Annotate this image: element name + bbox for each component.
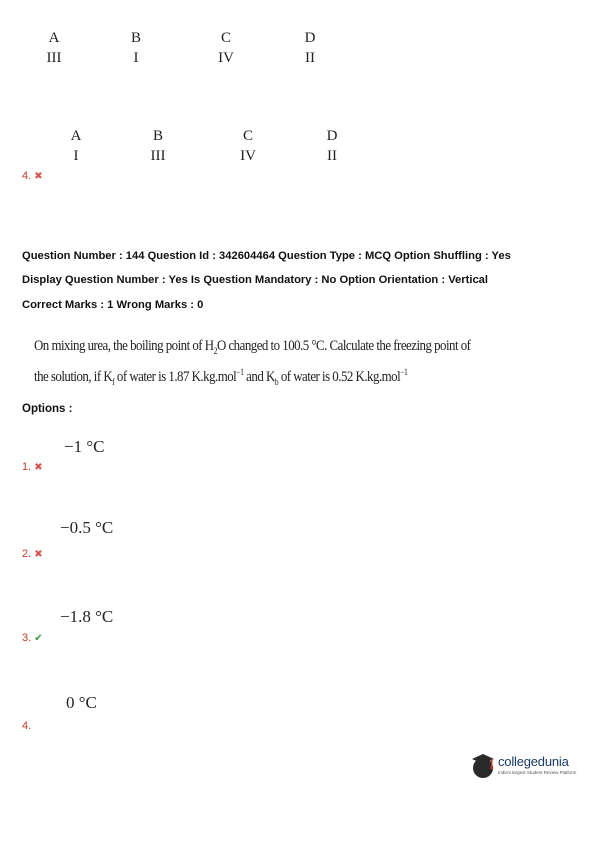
match-numeral: III — [150, 148, 166, 164]
match-numeral: II — [327, 148, 337, 164]
option-2-number: 2. ✖ — [22, 548, 43, 560]
question-meta-line1: Question Number : 144 Question Id : 342604464 Question Type : MCQ Option Shuffling : Yes — [22, 250, 511, 262]
match-numeral: I — [73, 148, 79, 164]
option-3-value[interactable]: −1.8 °C — [60, 607, 114, 626]
question-text: On mixing urea, the boiling point of $H_2O$ changed to 100.5 °C. Calculate the freezing point of the solution, if $K_f$ of water is 1.87 K.kg.mol$^{-1}$ and $K_b$ of water is 0.52 K.kg.mol$^{-1}$ — [34, 338, 471, 387]
match-col-c — [206, 28, 246, 68]
match-numeral: III — [46, 50, 62, 66]
match-letter: B — [152, 128, 163, 144]
option-1-number: 1. ✖ — [22, 461, 43, 473]
logo-tagline: India's largest Student Review Platform — [498, 770, 577, 775]
match-col-b — [116, 28, 156, 68]
collegedunia-logo — [470, 750, 585, 782]
top-match-table — [34, 28, 354, 72]
match-numeral: IV — [218, 50, 234, 66]
option-4-value[interactable]: 0 °C — [66, 693, 97, 712]
option4-match-table — [56, 126, 376, 170]
logo-name: collegedunia — [498, 754, 569, 769]
match-col-a — [56, 126, 96, 166]
option-4-number: 4. — [22, 720, 32, 732]
match-letter: D — [326, 128, 338, 144]
match-numeral: II — [305, 50, 315, 66]
match-letter: C — [242, 128, 253, 144]
cross-icon: ✖ — [34, 171, 43, 182]
match-letter: B — [130, 30, 141, 46]
match-numeral: I — [133, 50, 139, 66]
match-letter: A — [48, 30, 60, 46]
match-numeral: IV — [240, 148, 256, 164]
option-3-number: 3. ✔ — [22, 632, 43, 644]
option-2-value[interactable]: −0.5 °C — [60, 518, 114, 537]
prev-option-number: 4. ✖ — [22, 170, 43, 182]
check-icon: ✔ — [34, 633, 43, 644]
match-letter: C — [220, 30, 231, 46]
graduation-cap-icon — [470, 750, 496, 780]
match-col-c — [228, 126, 268, 166]
cross-icon: ✖ — [34, 549, 43, 560]
question-meta-line2: Display Question Number : Yes Is Question Mandatory : No Option Orientation : Vertical — [22, 274, 489, 286]
match-letter: D — [304, 30, 316, 46]
question-meta-line3: Correct Marks : 1 Wrong Marks : 0 — [22, 299, 204, 311]
match-col-d — [312, 126, 352, 166]
options-label: Options : — [22, 403, 73, 415]
match-col-a — [34, 28, 74, 68]
match-col-d — [290, 28, 330, 68]
match-letter: A — [70, 128, 82, 144]
cross-icon: ✖ — [34, 462, 43, 473]
match-col-b — [138, 126, 178, 166]
option-1-value[interactable]: −1 °C — [64, 437, 105, 456]
